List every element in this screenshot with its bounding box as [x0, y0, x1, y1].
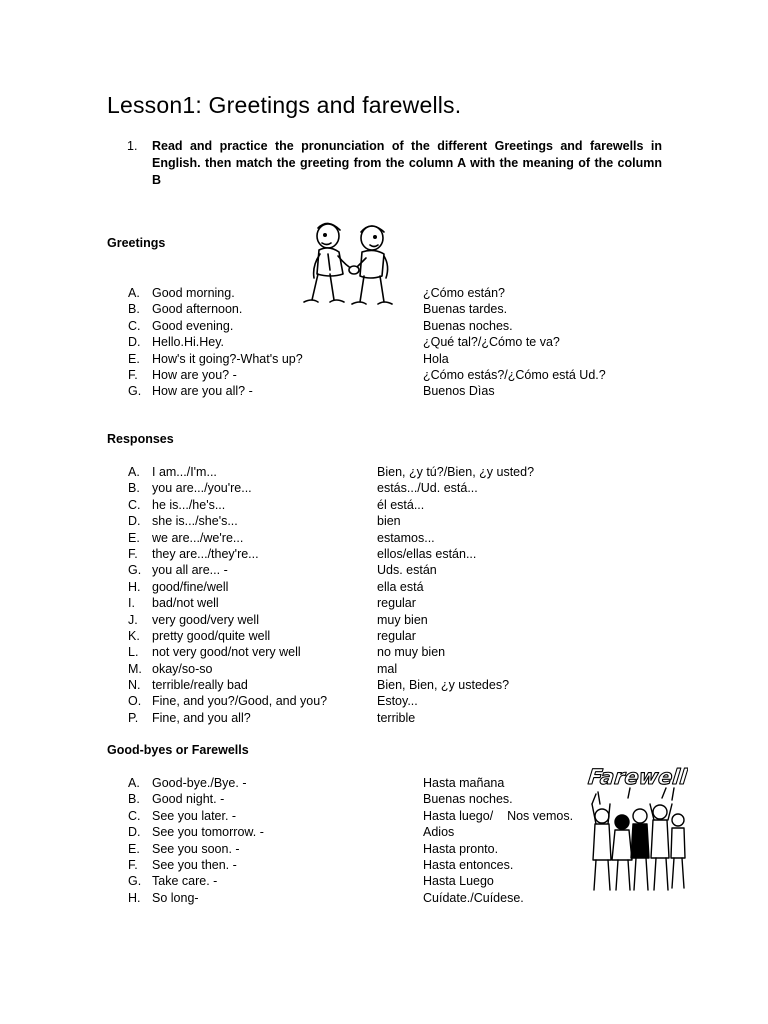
- list-item: [128, 775, 598, 791]
- english-phrase: bad/not well: [152, 596, 219, 611]
- instruction-number: 1.: [127, 139, 138, 153]
- list-item: [128, 318, 598, 334]
- spanish-phrase: Buenas noches.: [423, 792, 513, 807]
- list-item: [128, 677, 598, 693]
- item-letter: D.: [128, 825, 141, 840]
- spanish-phrase: Hasta mañana: [423, 776, 505, 790]
- list-item: [128, 383, 598, 399]
- farewell-clipart-text: Farewell: [586, 764, 688, 789]
- item-letter: D.: [128, 514, 141, 529]
- item-letter: N.: [128, 678, 141, 693]
- item-letter: G.: [128, 563, 142, 578]
- item-letter: G.: [128, 874, 142, 889]
- spanish-phrase: Hasta pronto.: [423, 841, 499, 856]
- english-phrase: Good night. -: [152, 792, 225, 807]
- item-letter: H.: [128, 890, 141, 905]
- english-phrase: we are.../we're...: [152, 530, 244, 545]
- instruction: [127, 138, 662, 189]
- english-phrase: terrible/really bad: [152, 678, 248, 693]
- list-item: [128, 480, 598, 496]
- spanish-phrase: él está...: [377, 497, 425, 512]
- spanish-phrase: Uds. están: [377, 563, 437, 578]
- spanish-phrase: bien: [377, 514, 401, 529]
- item-letter: F.: [128, 546, 138, 561]
- list-item: [128, 808, 598, 824]
- english-phrase: Hello.Hi.Hey.: [152, 335, 225, 350]
- spanish-phrase: Bien, ¿y tú?/Bien, ¿y usted?: [377, 465, 535, 479]
- item-letter: F.: [128, 367, 138, 382]
- list-item: [128, 824, 598, 840]
- english-phrase: Fine, and you?/Good, and you?: [152, 694, 328, 709]
- item-letter: P.: [128, 710, 139, 725]
- english-phrase: Good morning.: [152, 286, 235, 300]
- list-item: [128, 367, 606, 383]
- english-phrase: See you later. -: [152, 808, 237, 823]
- english-phrase: you are.../you're...: [152, 481, 252, 496]
- list-item: [128, 513, 598, 529]
- english-phrase: So long-: [152, 890, 199, 905]
- list-item: [128, 644, 598, 660]
- spanish-phrase: regular: [377, 628, 416, 643]
- item-letter: G.: [128, 384, 142, 399]
- english-phrase: How's it going?-What's up?: [152, 351, 303, 366]
- english-phrase: she is.../she's...: [152, 514, 238, 529]
- item-letter: L.: [128, 645, 139, 660]
- list-item: [128, 562, 598, 578]
- english-phrase: I am.../I'm...: [152, 465, 217, 479]
- english-phrase: not very good/not very well: [152, 645, 301, 660]
- responses-list: [128, 464, 598, 726]
- spanish-phrase: Hasta luego/ Nos vemos.: [423, 808, 574, 823]
- english-phrase: he is.../he's...: [152, 497, 226, 512]
- responses-heading: Responses: [107, 432, 174, 446]
- spanish-phrase: ¿Cómo están?: [423, 286, 505, 300]
- spanish-phrase: estamos...: [377, 530, 435, 545]
- list-item: [128, 351, 598, 367]
- spanish-phrase: Buenos Dìas: [423, 384, 495, 399]
- list-item: [128, 497, 598, 513]
- list-item: [128, 301, 598, 317]
- spanish-phrase: Hasta entonces.: [423, 857, 514, 872]
- english-phrase: Take care. -: [152, 874, 218, 889]
- spanish-phrase: muy bien: [377, 612, 428, 627]
- item-letter: K.: [128, 628, 140, 643]
- english-phrase: you all are... -: [152, 563, 228, 578]
- english-phrase: Good-bye./Bye. -: [152, 776, 247, 790]
- english-phrase: good/fine/well: [152, 579, 229, 594]
- spanish-phrase: estás.../Ud. está...: [377, 481, 478, 496]
- item-letter: A.: [128, 776, 140, 790]
- list-item: [128, 857, 598, 873]
- english-phrase: How are you? -: [152, 367, 237, 382]
- greetings-list: [128, 285, 606, 400]
- page-title: Lesson1: Greetings and farewells.: [107, 92, 462, 118]
- list-item: [128, 464, 598, 480]
- item-letter: C.: [128, 808, 141, 823]
- spanish-phrase: ella está: [377, 579, 424, 594]
- farewells-heading: Good-byes or Farewells: [107, 743, 249, 757]
- spanish-phrase: Cuídate./Cuídese.: [423, 890, 524, 905]
- item-letter: J.: [128, 612, 138, 627]
- list-item: [128, 841, 598, 857]
- item-letter: B.: [128, 481, 140, 496]
- list-item: [128, 693, 598, 709]
- english-phrase: How are you all? -: [152, 384, 253, 399]
- list-item: [128, 612, 598, 628]
- list-item: [128, 873, 598, 889]
- list-item: [128, 595, 598, 611]
- spanish-phrase: mal: [377, 661, 398, 676]
- list-item: [128, 791, 598, 807]
- spanish-phrase: ellos/ellas están...: [377, 546, 477, 561]
- greetings-heading: Greetings: [107, 236, 166, 250]
- spanish-phrase: terrible: [377, 710, 416, 725]
- list-item: [128, 710, 598, 726]
- spanish-phrase: Bien, Bien, ¿y ustedes?: [377, 678, 510, 693]
- item-letter: I.: [128, 596, 135, 611]
- item-letter: A.: [128, 465, 140, 479]
- item-letter: H.: [128, 579, 141, 594]
- item-letter: O.: [128, 694, 142, 709]
- list-item: [128, 530, 598, 546]
- item-letter: E.: [128, 841, 140, 856]
- farewells-list: [128, 775, 598, 906]
- english-phrase: Good evening.: [152, 318, 234, 333]
- list-item: [128, 546, 598, 562]
- spanish-phrase: regular: [377, 596, 416, 611]
- instruction-text: Read and practice the pronunciation of the different Greetings and farewells in English. then match the greeting from the column A with the meaning of the column B: [152, 139, 662, 187]
- list-item: [128, 285, 598, 301]
- spanish-phrase: Buenas noches.: [423, 318, 513, 333]
- english-phrase: See you tomorrow. -: [152, 825, 264, 840]
- english-phrase: Fine, and you all?: [152, 710, 251, 725]
- english-phrase: very good/very well: [152, 612, 259, 627]
- spanish-phrase: Adios: [423, 825, 455, 840]
- list-item: [128, 661, 598, 677]
- list-item: [128, 579, 598, 595]
- item-letter: B.: [128, 792, 140, 807]
- item-letter: B.: [128, 302, 140, 317]
- english-phrase: okay/so-so: [152, 661, 213, 676]
- spanish-phrase: ¿Qué tal?/¿Cómo te va?: [423, 335, 560, 350]
- item-letter: E.: [128, 530, 140, 545]
- spanish-phrase: no muy bien: [377, 645, 446, 660]
- english-phrase: See you soon. -: [152, 841, 240, 856]
- spanish-phrase: Hola: [423, 351, 449, 366]
- list-item: [128, 334, 598, 350]
- list-item: [128, 628, 598, 644]
- list-item: [128, 890, 598, 906]
- item-letter: D.: [128, 335, 141, 350]
- english-phrase: they are.../they're...: [152, 546, 259, 561]
- item-letter: C.: [128, 497, 141, 512]
- item-letter: M.: [128, 661, 142, 676]
- item-letter: A.: [128, 286, 140, 300]
- item-letter: C.: [128, 318, 141, 333]
- spanish-phrase: Hasta Luego: [423, 874, 494, 889]
- english-phrase: See you then. -: [152, 857, 237, 872]
- spanish-phrase: Estoy...: [377, 694, 418, 709]
- item-letter: E.: [128, 351, 140, 366]
- spanish-phrase: Buenas tardes.: [423, 302, 508, 317]
- spanish-phrase: ¿Cómo estás?/¿Cómo está Ud.?: [423, 367, 606, 382]
- english-phrase: pretty good/quite well: [152, 628, 271, 643]
- item-letter: F.: [128, 857, 138, 872]
- english-phrase: Good afternoon.: [152, 302, 243, 317]
